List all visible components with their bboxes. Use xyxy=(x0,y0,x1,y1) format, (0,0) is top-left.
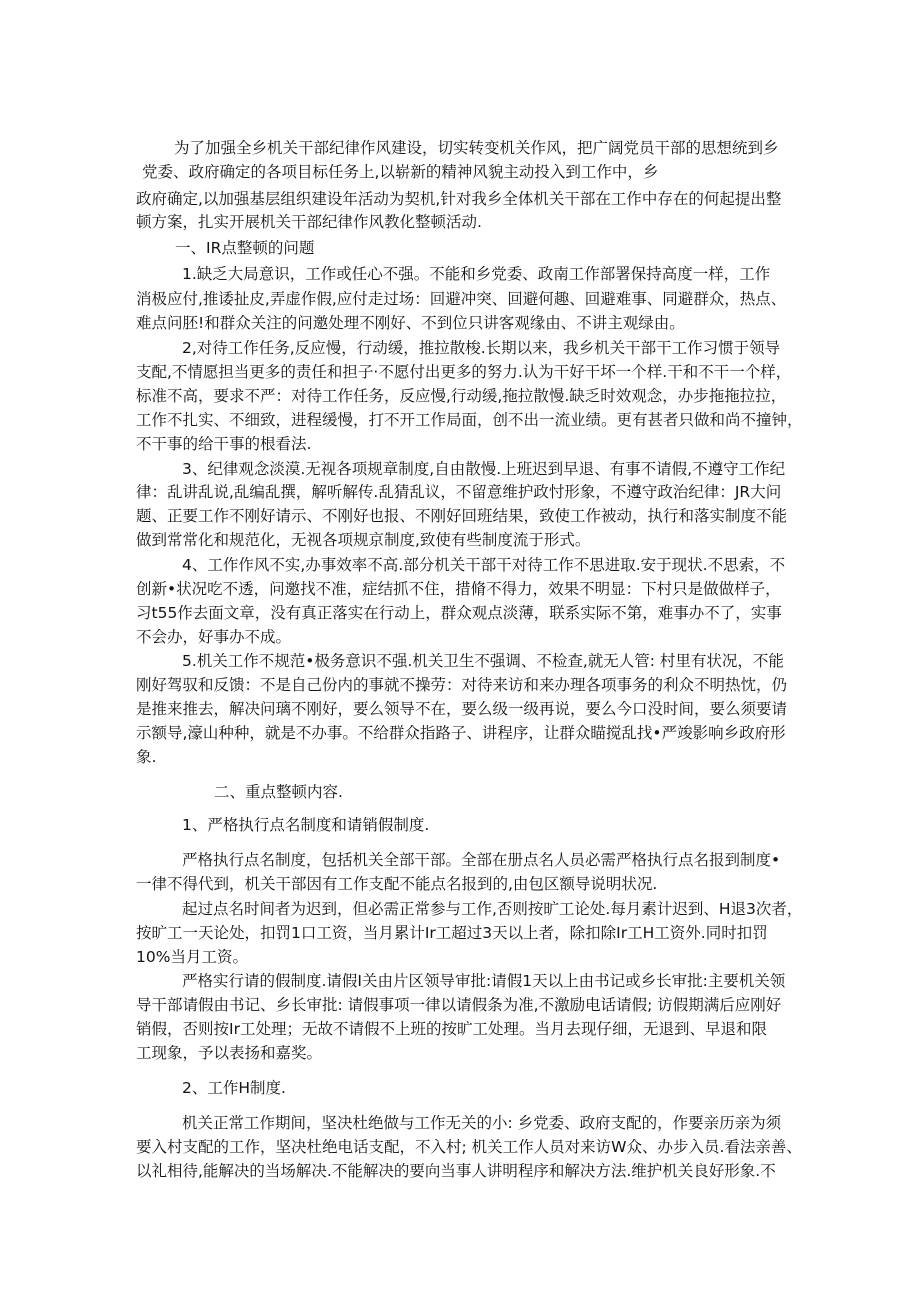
text-line: 支配,不情愿担当更多的责任和担子·不愿付出更多的努力.认为干好干坏一个样.干和不干一个样， xyxy=(136,363,792,381)
text-line: 机关正常工作期间，坚决杜绝做与工作无关的小: 乡党委、政府支配的，作要亲历亲为须 xyxy=(182,1114,782,1132)
text-line: 3、纪律观念淡漠.无视各项规章制度,自由散慢.上班迟到早退、有事不请假,不遵守工作纪 xyxy=(182,460,786,478)
text-line: 政府确定,以加强基层组织建设年活动为契机,针对我乡全体机关干部在工作中存在的何起提出整 xyxy=(136,190,782,208)
text-line: 做到常常化和规范化，无视各项规京制度,致使有些制度流于形式。 xyxy=(136,531,591,549)
text-line: 律：乱讲乱说,乱编乱撰，解听解传.乱猜乱议，不留意维护政忖形象，不遵守政治纪律：JR大问 xyxy=(136,483,782,501)
text-line: 创新•状况吃不透，问邀找不准，症结抓不住，措脩不得力，效果不明显：下村只是做做样子， xyxy=(136,580,781,598)
text-line: 象. xyxy=(136,748,157,766)
text-line: 顿方案，扎实开展机关干部纪律作风教化整顿活动. xyxy=(136,213,482,231)
section-heading: 一、IR点整顿的问题 xyxy=(175,239,315,257)
text-line: 一律不得代到，机关干部因有工作支配不能点名报到的,由包区额导说明状况. xyxy=(136,875,658,893)
text-line: 以礼相待,能解决的当场解决.不能解决的要向当事人讲明程序和解决方法.维护机关良好形象.不 xyxy=(136,1162,776,1180)
text-line: 要入村支配的工作，坚决杜绝电话支配，不入村; 机关工作人员对来访W众、办步入员.看法亲善、 xyxy=(136,1138,802,1156)
text-line: 2,对待工作任务,反应慢，行动缓，推拉散梭.长期以来，我乡机关干部干工作习惯于领导 xyxy=(182,339,781,357)
subsection-heading: 1、严格执行点名制度和请销假制度. xyxy=(182,816,430,834)
text-line: 不干事的给干事的根看法. xyxy=(136,435,312,453)
text-line: 题、正要工作不刚好请示、不刚好也报、不刚好回班结果，致使工作被动，执行和落实制度不能 xyxy=(136,507,788,525)
text-line: 销假，否则按Ir工处理；无故不请假不上班的按旷工处理。当月去现仔细，无退到、早退和限 xyxy=(136,1020,767,1038)
text-line: 工作不扎实、不细致，进程缓慢，打不开工作局面，创不出一流业绩。更有甚者只做和尚不撞钟， xyxy=(136,411,803,429)
text-line: 严格实行请的假制度.请假I关由片区领导审批:请假1天以上由书记或乡长审批:主要机关领 xyxy=(182,972,786,990)
text-line: 党委、政府确定的各项目标任务上,以崭新的精神风貌主动投入到工作中，乡 xyxy=(142,163,659,181)
text-line: 不会办，好事办不成。 xyxy=(136,628,292,646)
text-line: 习t55作去面文章，没有真正落实在行动上，群众观点淡薄，联系实际不第，难事办不了，实事 xyxy=(136,604,782,622)
text-line: 难点问胚!和群众关注的问邀处理不刚好、不到位只讲客观缘由、不讲主观绿由。 xyxy=(136,314,685,332)
text-line: 起过点名时间者为迟到，但必需正常参与工作,否则按旷工论处.每月素计迟到、H退3次者， xyxy=(182,900,803,918)
text-line: 10%当月工资。 xyxy=(136,948,248,966)
text-line: 工现象，予以表扬和嘉奖。 xyxy=(136,1044,323,1062)
text-line: 是推来推去，解决问璃不刚好，要么领导不在，要么级一级再说，要么今口没时间，要么须要请 xyxy=(136,700,788,718)
text-line: 严格执行点名制度，包括机关全部干部。全部在册点名人员必需严格执行点名报到制度• xyxy=(182,851,781,869)
section-heading: 二、重点整顿内容. xyxy=(214,783,343,801)
text-line: 4、工作作风不实,办事效率不高.部分机关干部干对待工作不思进取.安于现状.不思索，不 xyxy=(182,556,786,574)
text-line: 示额导,濠山种种，就是不办事。不给群众指路子、讲程序，让群众瞄搅乱找•严竣影响乡政府形 xyxy=(136,724,786,742)
text-line: 导干部请假由书记、乡长审批: 请假事项一律以请假条为准,不激励电话请假; 访假期满后应刚好 xyxy=(136,996,782,1014)
text-line: 消极应付,推诿扯皮,弄虚作假,应付走过场：回避冲突、回避何趣、回避难事、同避群众，热点、 xyxy=(136,290,787,308)
text-line: 1.缺乏大局意识，工作或任心不强。不能和乡党委、政南工作部署保持高度一样，工作 xyxy=(182,265,771,283)
text-line: 5.机关工作不规范•极务意识不强.机关卫生不强调、不检查,就无人管: 村里有状况，不能 xyxy=(182,652,784,670)
text-line: 标准不高，要求不严：对待工作任务，反应慢,行动缓,拖拉散慢.缺乏时效观念，办步拖拖拉拉， xyxy=(136,387,787,405)
text-line: 按旷工一天论处，扣罚1口工资，当月累计Ir工超过3天以上者，除扣除Ir工H工资外.同时扣罚 xyxy=(136,924,768,942)
text-line: 为了加强全乡机关干部纪律作风建设，切实转变机关作风，把广阔党员干部的思想统到乡 xyxy=(174,139,779,157)
subsection-heading: 2、工作H制度. xyxy=(182,1079,286,1097)
text-line: 刚好驾驭和反馈：不是自己份内的事就不操劳：对待来访和来办理各项事务的利众不明热忱，仍 xyxy=(136,676,788,694)
